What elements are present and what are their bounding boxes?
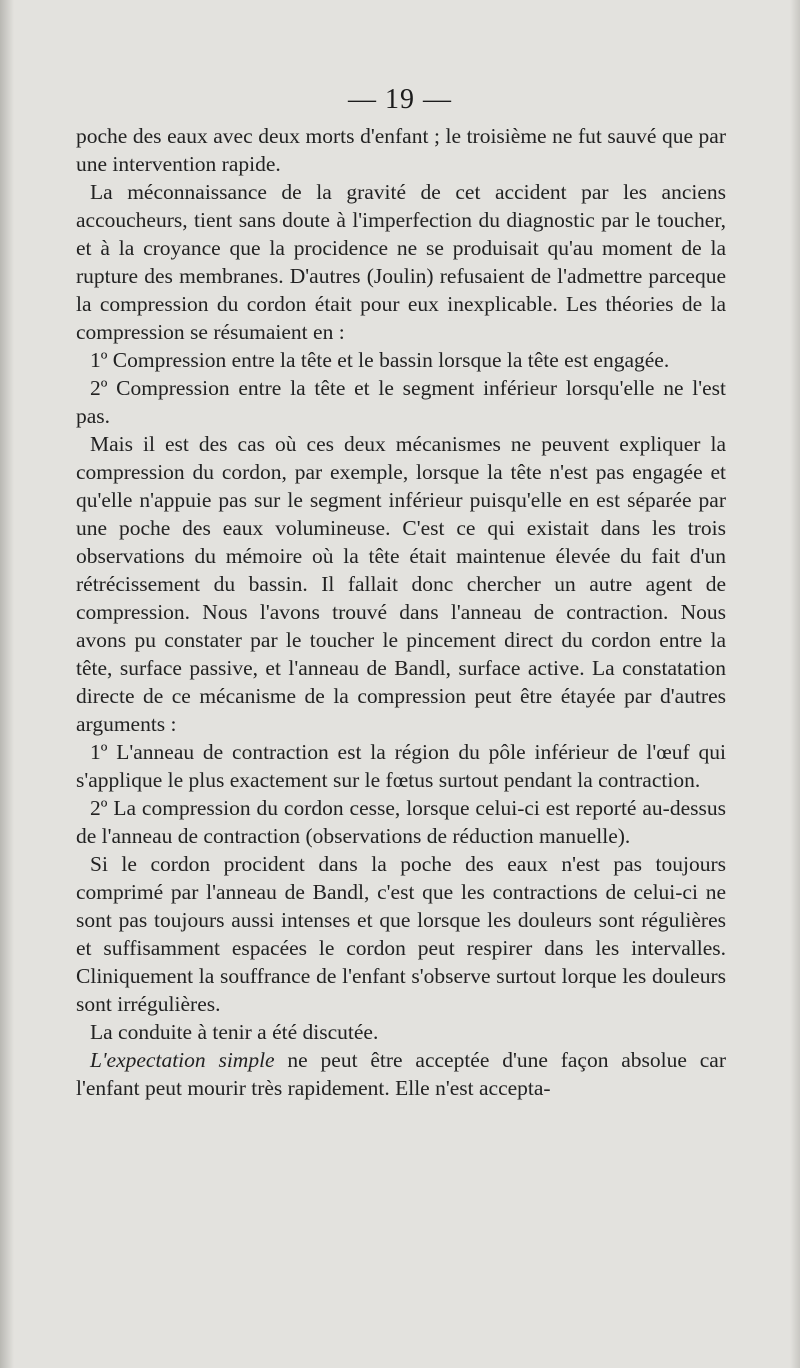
paragraph: Mais il est des cas où ces deux mécanismes ne peuvent expliquer la compression du cordon, par exemple, lorsque la tête n'est pas engagée et qu'elle n'appuie pas sur le segment inférieur puisqu'elle en est séparée par une poche des eaux volumineuse. C'est ce qui existait dans les trois observations du mémoire où la tête était maintenue élevée du fait d'un rétrécissement du bassin. Il fallait donc chercher un autre agent de compression. Nous l'avons trouvé dans l'anneau de contraction. Nous avons pu constater par le toucher le pincement direct du cordon entre la tête, surface passive, et l'anneau de Bandl, surface active. La constatation directe de ce mécanisme de la compression peut être étayée par d'autres arguments :	[76, 432, 726, 736]
body-text	[76, 122, 726, 1102]
paragraph: 1º Compression entre la tête et le bassin lorsque la tête est engagée.	[90, 348, 670, 372]
paragraph: 1º L'anneau de contraction est la région du pôle inférieur de l'œuf qui s'applique le plus exactement sur le fœtus surtout pendant la contraction.	[76, 740, 726, 792]
paragraph: poche des eaux avec deux morts d'enfant ; le troisième ne fut sauvé que par une intervention rapide.	[76, 124, 726, 176]
page-number: — 19 —	[348, 84, 452, 115]
paragraph: La conduite à tenir a été discutée.	[90, 1020, 379, 1044]
italic-phrase: L'expectation simple	[90, 1048, 275, 1072]
paragraph: La méconnaissance de la gravité de cet accident par les anciens accoucheurs, tient sans doute à l'imperfection du diagnostic par le toucher, et à la croyance que la procidence ne se produisait qu'au moment de la rupture des membranes. D'autres (Joulin) refusaient de l'admettre parceque la compression du cordon était pour eux inexplicable. Les théories de la compression se résumaient en :	[76, 180, 726, 344]
paragraph: Si le cordon procident dans la poche des eaux n'est pas toujours comprimé par l'anneau de Bandl, c'est que les contractions de celui-ci ne sont pas toujours aussi intenses et que lorsque les douleurs sont régulières et suffisamment espacées le cordon peut respirer dans les intervalles. Cliniquement la souffrance de l'enfant s'observe surtout lorque les douleurs sont irrégulières.	[76, 852, 726, 1016]
paragraph-continuation: ne peut être acceptée d'une façon absolue car l'enfant peut mourir très rapidement. Elle n'est accepta-	[76, 1048, 727, 1100]
paragraph: 2º Compression entre la tête et le segment inférieur lorsqu'elle ne l'est pas.	[76, 376, 726, 428]
paragraph-last	[76, 1046, 726, 1102]
paragraph: 2º La compression du cordon cesse, lorsque celui-ci est reporté au-dessus de l'anneau de contraction (observations de réduction manuelle).	[76, 796, 726, 848]
